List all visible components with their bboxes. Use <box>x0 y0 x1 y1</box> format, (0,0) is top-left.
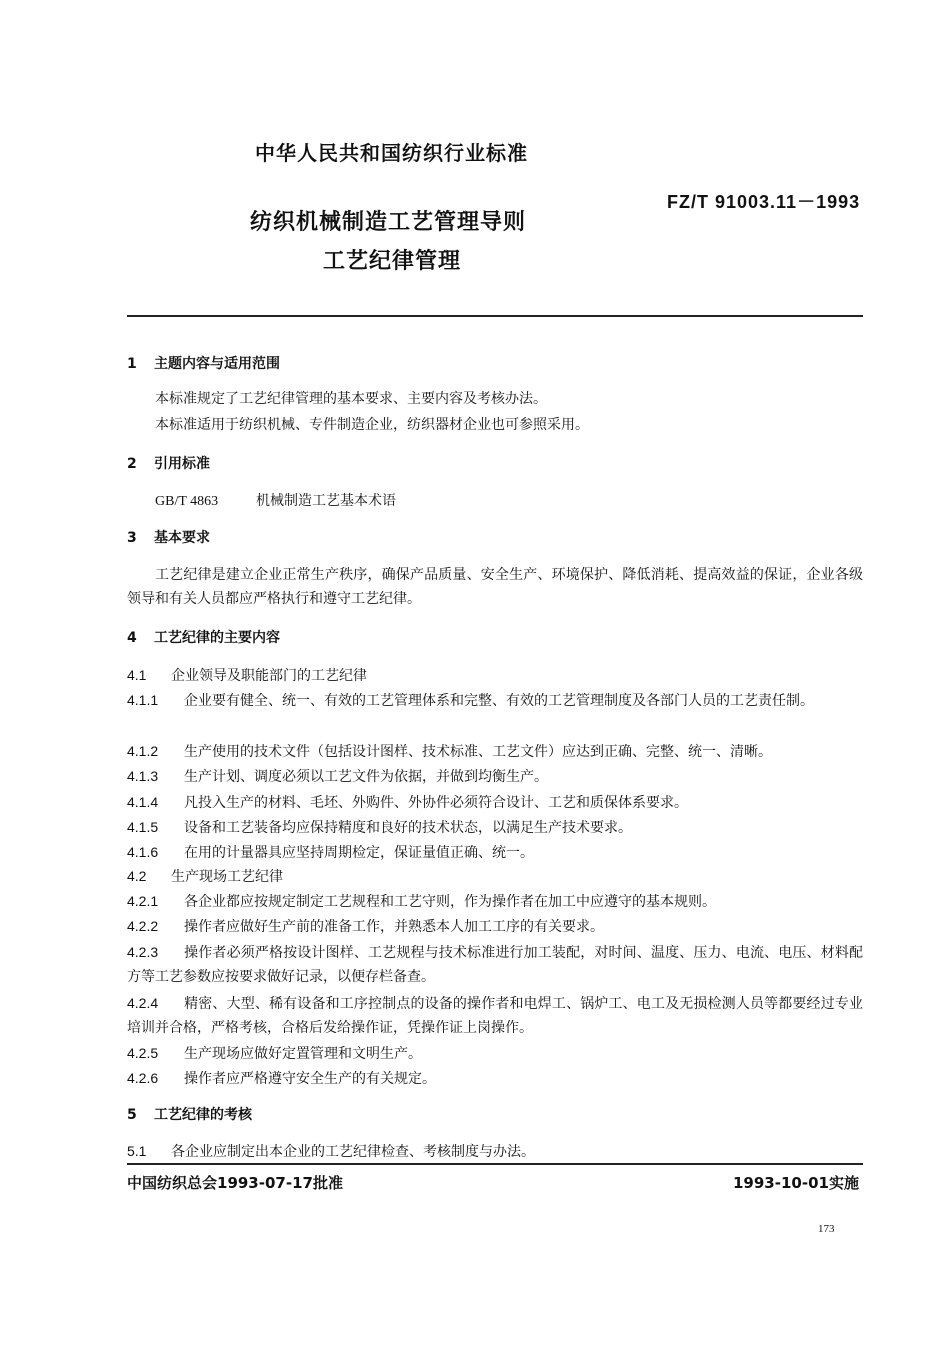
page-number: 173 <box>818 1223 835 1235</box>
clause-number: 4.1.1 <box>127 692 159 708</box>
clause-number: 4.2.3 <box>127 944 159 960</box>
clause-number: 4.1.2 <box>127 743 159 759</box>
clause-number: 4.2.2 <box>127 918 159 934</box>
header-rule <box>127 315 863 317</box>
referenced-standard <box>155 490 396 510</box>
reference-code: GB/T 4863 <box>155 494 219 509</box>
section-number: 1 <box>127 356 137 372</box>
clause-text: 设备和工艺装备均应保持精度和良好的技术状态，以满足生产技术要求。 <box>184 820 632 836</box>
clause-number: 4.2.4 <box>127 995 159 1011</box>
clause-text: 企业领导及职能部门的工艺纪律 <box>171 668 367 684</box>
clause-text: 操作者应做好生产前的准备工作，并熟悉本人加工工序的有关要求。 <box>184 919 604 935</box>
section-title: 工艺纪律的考核 <box>154 1107 252 1123</box>
section-number: 2 <box>127 456 137 472</box>
clause-4-2-5 <box>127 1043 422 1063</box>
section-1-paragraph-1: 本标准规定了工艺纪律管理的基本要求、主要内容及考核办法。 <box>155 391 547 407</box>
section-number: 5 <box>127 1107 137 1123</box>
section-5-heading <box>127 1104 252 1124</box>
standard-category: 中华人民共和国纺织行业标准 <box>255 141 528 165</box>
section-title: 基本要求 <box>154 530 210 546</box>
clause-4-2-1 <box>127 891 716 911</box>
clause-4-2-6 <box>127 1068 436 1088</box>
clause-number: 4.2 <box>127 868 147 884</box>
clause-number: 4.1.5 <box>127 819 159 835</box>
document-title: 纺织机械制造工艺管理导则 <box>250 210 527 235</box>
clause-4-2-3 <box>127 940 863 989</box>
section-title: 主题内容与适用范围 <box>154 356 280 372</box>
section-3-paragraph: 工艺纪律是建立企业正常生产秩序，确保产品质量、安全生产、环境保护、降低消耗、提高效益的保证，企业各级领导和有关人员都应严格执行和遵守工艺纪律。 <box>127 567 863 607</box>
clause-4-1-2 <box>127 741 772 761</box>
clause-text: 各企业都应按规定制定工艺规程和工艺守则，作为操作者在加工中应遵守的基本规则。 <box>184 894 716 910</box>
clause-text: 操作者必须严格按设计图样、工艺规程与技术标准进行加工装配，对时间、温度、压力、电流、电压、材料配方等工艺参数应按要求做好记录，以便存栏备查。 <box>127 945 863 985</box>
clause-text: 精密、大型、稀有设备和工序控制点的设备的操作者和电焊工、锅炉工、电工及无损检测人员等都要经过专业培训并合格，严格考核，合格后发给操作证，凭操作证上岗操作。 <box>127 996 863 1036</box>
clause-4-1-1 <box>127 688 863 713</box>
clause-text: 生产现场应做好定置管理和文明生产。 <box>184 1046 422 1062</box>
clause-number: 4.2.5 <box>127 1045 159 1061</box>
clause-text: 各企业应制定出本企业的工艺纪律检查、考核制度与办法。 <box>171 1144 535 1160</box>
clause-4-2-2 <box>127 916 604 936</box>
clause-4-1-6 <box>127 842 534 862</box>
clause-number: 4.1.6 <box>127 844 159 860</box>
section-title: 引用标准 <box>154 456 210 472</box>
document-subtitle: 工艺纪律管理 <box>323 249 462 274</box>
clause-text: 操作者应严格遵守安全生产的有关规定。 <box>184 1071 436 1087</box>
clause-4-1-3 <box>127 766 548 786</box>
clause-number: 5.1 <box>127 1143 147 1159</box>
clause-text: 在用的计量器具应坚持周期检定，保证量值正确、统一。 <box>184 845 534 861</box>
section-title: 工艺纪律的主要内容 <box>154 630 280 646</box>
clause-4-1 <box>127 665 367 685</box>
approval-statement: 中国纺织总会1993-07-17批准 <box>127 1174 343 1192</box>
section-number: 3 <box>127 530 137 546</box>
footer-rule <box>127 1163 863 1165</box>
clause-4-2-4 <box>127 991 863 1040</box>
section-1-heading <box>127 353 280 373</box>
clause-number: 4.1 <box>127 667 147 683</box>
clause-text: 企业要有健全、统一、有效的工艺管理体系和完整、有效的工艺管理制度及各部门人员的工艺责任制。 <box>184 693 814 709</box>
clause-text: 生产计划、调度必须以工艺文件为依据，并做到均衡生产。 <box>184 769 548 785</box>
section-4-heading <box>127 627 280 647</box>
clause-4-1-4 <box>127 792 688 812</box>
clause-text: 生产现场工艺纪律 <box>171 869 283 885</box>
clause-5-1 <box>127 1141 535 1161</box>
section-2-heading <box>127 453 210 473</box>
standard-number: FZ/T 91003.11－1993 <box>667 192 861 212</box>
clause-number: 4.1.3 <box>127 768 159 784</box>
clause-text: 生产使用的技术文件（包括设计图样、技术标准、工艺文件）应达到正确、完整、统一、清晰。 <box>184 744 772 760</box>
section-3-heading <box>127 527 210 547</box>
section-number: 4 <box>127 630 137 646</box>
clause-4-1-5 <box>127 817 632 837</box>
reference-title: 机械制造工艺基本术语 <box>256 493 396 509</box>
clause-number: 4.2.1 <box>127 893 159 909</box>
clause-number: 4.2.6 <box>127 1070 159 1086</box>
clause-4-2 <box>127 866 283 886</box>
effective-date: 1993-10-01实施 <box>733 1174 859 1192</box>
section-1-paragraph-2: 本标准适用于纺织机械、专件制造企业，纺织器材企业也可参照采用。 <box>155 417 589 433</box>
clause-text: 凡投入生产的材料、毛坯、外购件、外协件必须符合设计、工艺和质保体系要求。 <box>184 795 688 811</box>
clause-number: 4.1.4 <box>127 794 159 810</box>
